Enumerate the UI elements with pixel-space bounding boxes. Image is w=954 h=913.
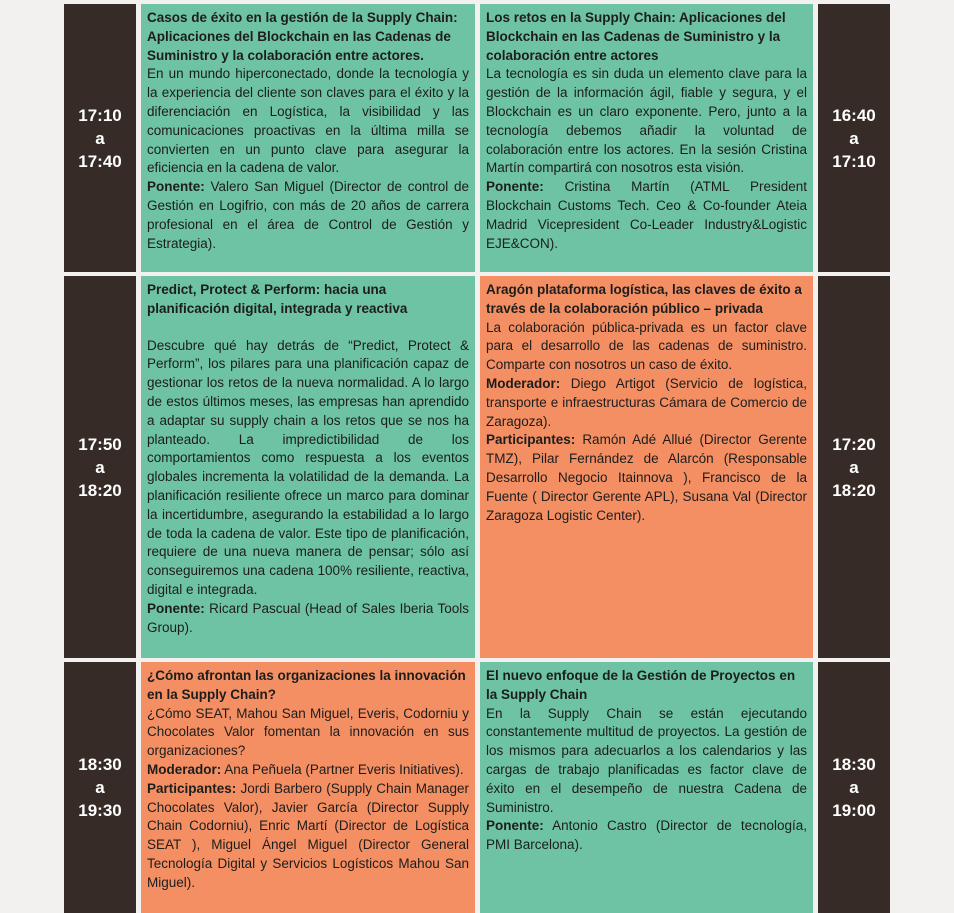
- session-card: [480, 662, 813, 913]
- moderator-label: Moderador:: [486, 375, 561, 391]
- moderator-name: Ana Peñuela (Partner Everis Initiatives).: [224, 761, 464, 777]
- session-moderator: [147, 761, 469, 780]
- time-start: 18:30: [78, 755, 122, 774]
- session-participants: [486, 431, 807, 525]
- time-separator: a: [849, 457, 859, 477]
- session-moderator: [486, 375, 807, 431]
- session-speaker: [147, 600, 469, 638]
- session-title: Predict, Protect & Perform: hacia una planificación digital, integrada y reactiva: [147, 282, 408, 316]
- time-slot-right-3: [818, 662, 890, 913]
- session-speaker: [486, 178, 807, 253]
- session-card: [480, 4, 813, 272]
- session-title: Aragón plataforma logística, las claves de éxito a través de la colaboración público – privada: [486, 282, 802, 316]
- session-speaker: [147, 178, 469, 253]
- session-title: ¿Cómo afrontan las organizaciones la innovación en la Supply Chain?: [147, 668, 466, 702]
- participants-label: Participantes:: [147, 780, 237, 796]
- session-description: La tecnología es sin duda un elemento clave para la gestión de la información ágil, fiable y segura, y el Blockchain es un claro exponente. Pero, junto a la tecnología debemos añadir la voluntad de colaboración entre los actores. En la sesión Cristina Martín compartirá con nosotros esta visión.: [486, 66, 807, 176]
- speaker-label: Ponente:: [147, 600, 205, 616]
- session-title: Los retos en la Supply Chain: Aplicaciones del Blockchain en las Cadenas de Suministro y la colaboración entre actores: [486, 10, 786, 63]
- session-title: El nuevo enfoque de la Gestión de Proyectos en la Supply Chain: [486, 668, 796, 702]
- session-description: En un mundo hiperconectado, donde la tecnología y la experiencia del cliente son claves para el éxito y la diferenciación en Logística, la visibilidad y las comunicaciones proactivas en la última milla se convierten en un punto clave para asegurar la eficiencia en la cadena de valor.: [147, 66, 469, 176]
- participants-names: Jordi Barbero (Supply Chain Manager Chocolates Valor), Javier García (Director Supply Chain Codorniu), Enric Martí (Director de Logística SEAT ), Miguel Ángel Miguel (Director General Tecnología Digital y Servicios Logísticos Mahou San Miguel).: [147, 780, 469, 890]
- time-slot-left-2: [64, 276, 136, 658]
- speaker-name: Ricard Pascual (Head of Sales Iberia Tools Group).: [147, 600, 469, 635]
- speaker-name: Cristina Martín (ATML President Blockchain Customs Tech. Ceo & Co-founder Ateia Madrid Vicepresident Co-Leader Industry&Logistic EJE&CON).: [486, 179, 807, 251]
- time-separator: a: [95, 128, 105, 148]
- time-slot-left-1: [64, 4, 136, 272]
- time-slot-right-2: [818, 276, 890, 658]
- time-end: 19:00: [832, 801, 876, 820]
- session-card: [141, 662, 475, 913]
- time-end: 18:20: [832, 480, 876, 500]
- speaker-label: Ponente:: [486, 818, 544, 834]
- time-separator: a: [849, 128, 859, 148]
- time-separator: a: [95, 778, 105, 797]
- time-end: 17:40: [78, 151, 122, 171]
- time-start: 18:30: [832, 755, 876, 774]
- session-participants: [147, 780, 469, 893]
- time-separator: a: [849, 778, 859, 797]
- time-start: 17:10: [78, 105, 122, 125]
- speaker-label: Ponente:: [147, 179, 205, 195]
- time-start: 16:40: [832, 105, 876, 125]
- time-end: 19:30: [78, 801, 122, 820]
- time-slot-right-1: [818, 4, 890, 272]
- participants-names: Ramón Adé Allué (Director Gerente TMZ), Pilar Fernández de Alarcón (Responsable Desarrollo Negocio Itainnova ), Francisco de la Fuente ( Director Gerente APL), Susana Val (Director Zaragoza Logistic Center).: [486, 432, 807, 523]
- participants-label: Participantes:: [486, 432, 576, 448]
- time-separator: a: [95, 457, 105, 477]
- speaker-name: Valero San Miguel (Director de control de Gestión en Logifrio, con más de 20 años de carrera profesional en el área de Control de Gestión y Estrategia).: [147, 179, 469, 251]
- session-card: [141, 4, 475, 272]
- moderator-label: Moderador:: [147, 761, 222, 777]
- time-start: 17:50: [78, 434, 122, 454]
- time-end: 17:10: [832, 151, 876, 171]
- time-slot-left-3: [64, 662, 136, 913]
- time-end: 18:20: [78, 480, 122, 500]
- session-description: Descubre qué hay detrás de “Predict, Protect & Perform”, los pilares para una planificación capaz de gestionar los retos de la nueva normalidad. A lo largo de estos últimos meses, las empresas han aprendido a adaptar su supply chain a los retos que se nos ha planteado. La impredictibilidad de los comportamientos como respuesta a los eventos globales incrementa la volatilidad de la demanda. La planificación resiliente ofrece un marco para dominar la incertidumbre, asegurando la estabilidad a lo largo de toda la cadena de valor. Este tipo de planificación, requiere de una nueva manera de pensar; sólo así conseguiremos una cadena 100% resiliente, reactiva, digital e integrada.: [147, 337, 469, 597]
- moderator-name: Diego Artigot (Servicio de logística, transporte e infraestructuras Cámara de Comercio de Zaragoza).: [486, 375, 807, 429]
- speaker-label: Ponente:: [486, 179, 544, 195]
- session-card: [141, 276, 475, 658]
- session-speaker: [486, 817, 807, 855]
- session-description: La colaboración pública-privada es un factor clave para el desarrollo de las cadenas de suministro. Comparte con nosotros un caso de éxito.: [486, 319, 807, 373]
- session-card: [480, 276, 813, 658]
- session-description: ¿Cómo SEAT, Mahou San Miguel, Everis, Codorniu y Chocolates Valor fomentan la innovación en sus organizaciones?: [147, 705, 469, 759]
- time-start: 17:20: [832, 434, 876, 454]
- session-description: En la Supply Chain se están ejecutando constantemente multitud de proyectos. La gestión de los mismos para adecuarlos a los calendarios y las cargas de trabajo planificadas es factor clave de éxito en el desempeño de nuestra Cadena de Suministro.: [486, 705, 807, 815]
- speaker-name: Antonio Castro (Director de tecnología, PMI Barcelona).: [486, 818, 807, 853]
- session-title: Casos de éxito en la gestión de la Supply Chain: Aplicaciones del Blockchain en las Cadenas de Suministro y la colaboración entre actores.: [147, 10, 458, 63]
